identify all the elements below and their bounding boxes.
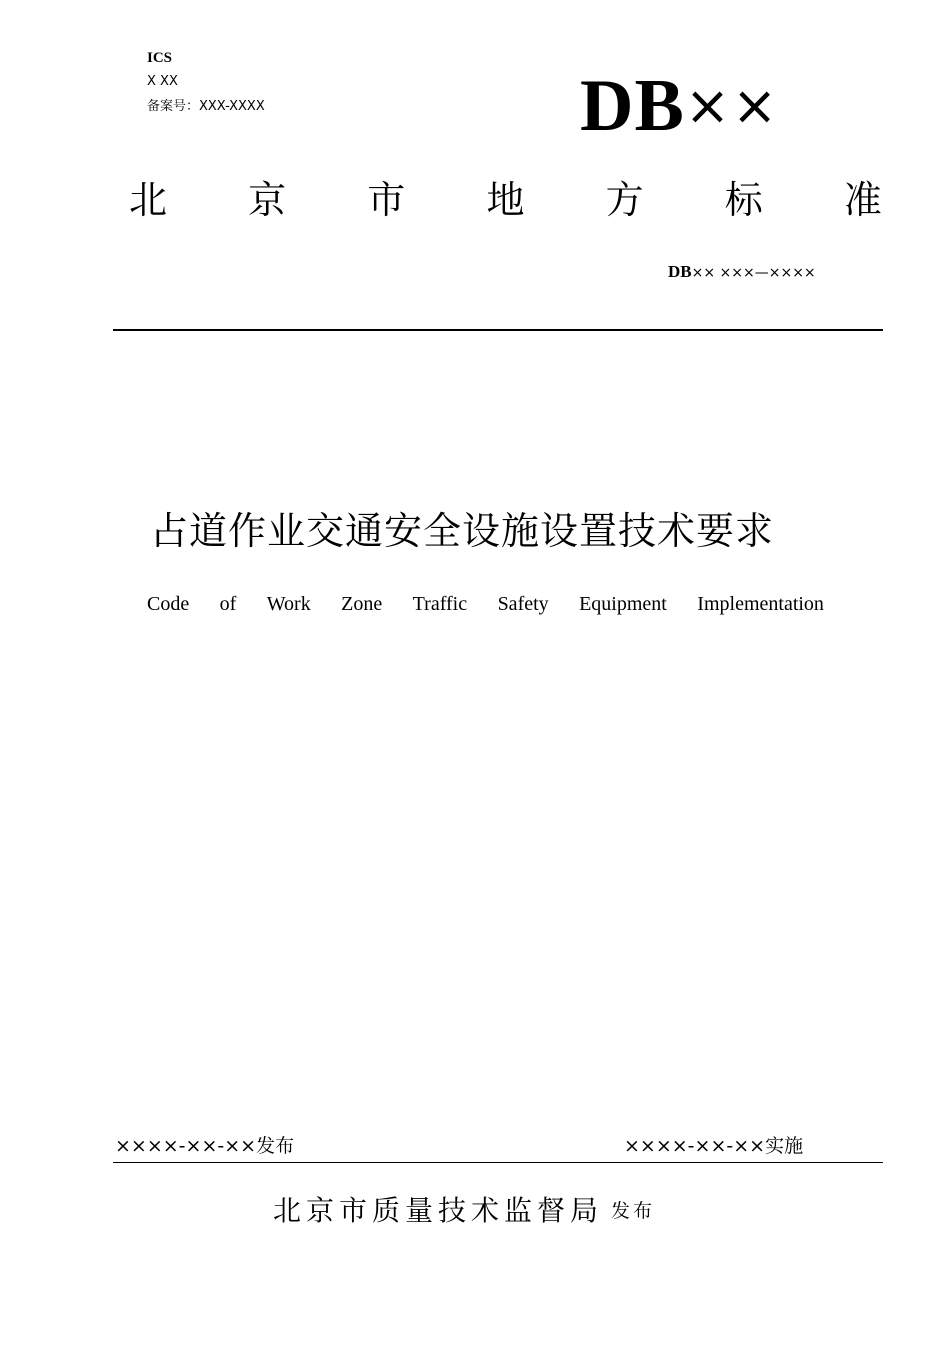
filing-number: 备案号：XXX-XXXX	[147, 99, 265, 114]
title-english-word: Equipment	[579, 593, 667, 615]
standard-type-char: 京	[248, 178, 287, 222]
standard-type-char: 北	[128, 178, 167, 222]
db-logo-letters: DB	[580, 65, 685, 147]
issue-date: ××××-××-××发布	[115, 1135, 295, 1157]
document-title-chinese: 占道作业交通安全设施设置技术要求	[150, 509, 775, 553]
standard-number-prefix: DB	[668, 262, 692, 281]
footer-divider	[113, 1162, 883, 1163]
db-logo	[580, 66, 779, 146]
standard-type-char: 市	[367, 178, 406, 222]
title-english-word: Zone	[341, 593, 383, 615]
db-logo-suffix: ××	[684, 74, 780, 137]
standard-type-char: 标	[724, 178, 763, 222]
title-english-word: Traffic	[412, 593, 468, 615]
issuer-organization: 北京市质量技术监督局	[273, 1194, 604, 1227]
header-divider	[113, 329, 883, 331]
document-title-english	[147, 590, 824, 618]
standard-number-code: ×× ×××—××××	[691, 265, 816, 281]
standard-type-char: 方	[605, 178, 644, 222]
standard-type-char: 地	[486, 178, 525, 222]
title-english-word: Code	[147, 593, 190, 615]
issuing-authority	[273, 1191, 655, 1231]
ics-label: ICS	[147, 50, 173, 66]
standard-number	[668, 261, 816, 284]
standard-type-heading	[118, 172, 893, 228]
title-english-word: Implementation	[697, 593, 824, 615]
title-english-word: of	[219, 593, 237, 615]
issuer-action: 发布	[611, 1200, 656, 1222]
implementation-date: ××××-××-××实施	[624, 1135, 804, 1157]
title-english-word: Work	[266, 593, 311, 615]
classification-code: X XX	[147, 74, 178, 89]
title-english-word: Safety	[497, 593, 549, 615]
standard-type-char: 准	[843, 178, 882, 222]
